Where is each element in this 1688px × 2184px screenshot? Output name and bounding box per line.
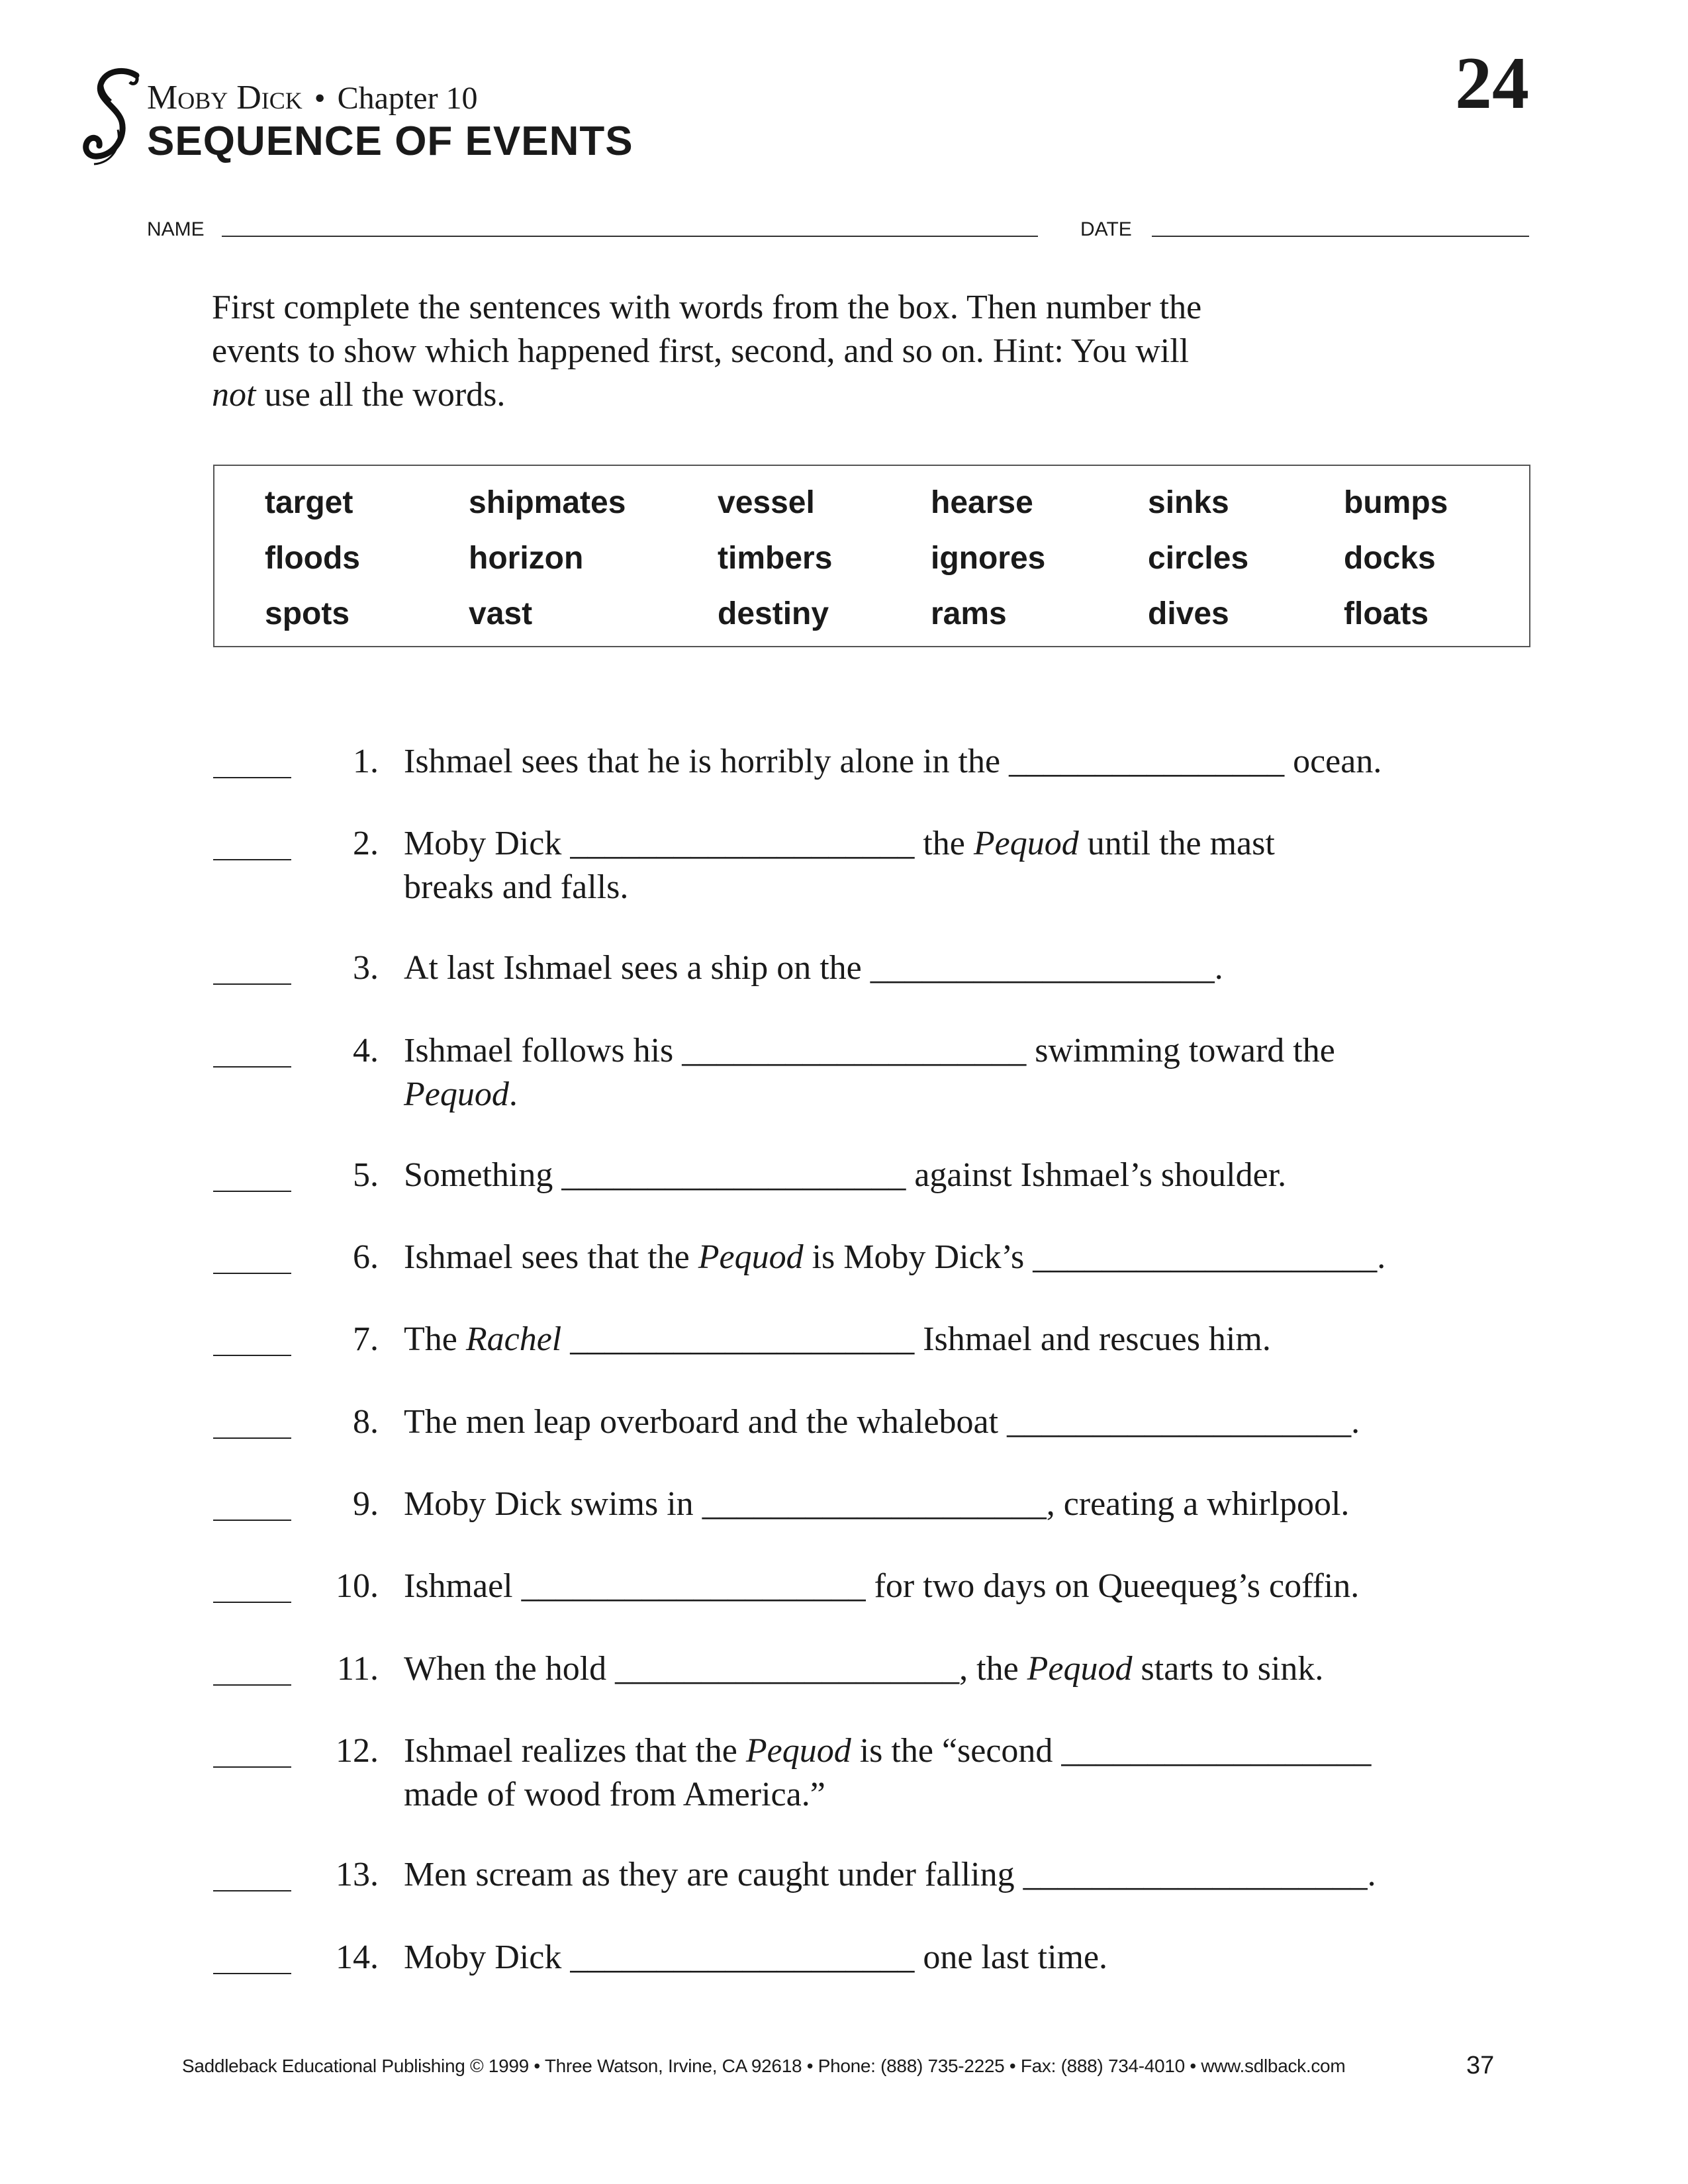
answer-blank[interactable]: ____________________: [561, 1156, 906, 1194]
question-number: 4.: [353, 1032, 379, 1069]
order-number-blank[interactable]: [213, 1355, 291, 1356]
question-row: [0, 1236, 1688, 1282]
instructions-text: use all the words.: [256, 376, 506, 414]
question-sentence: [404, 1236, 1542, 1279]
question-line: [404, 1853, 1542, 1897]
question-number: 3.: [353, 949, 379, 987]
question-text-part: Men scream as they are caught under falling: [404, 1856, 1023, 1893]
publisher-footer: Saddleback Educational Publishing © 1999 • Three Watson, Irvine, CA 92618 • Phone: (888) 735-2225 • Fax: (888) 734-4010 • www.sdlback.com: [182, 2056, 1346, 2076]
question-text-part: .: [1351, 1403, 1360, 1441]
question-text-part: Moby Dick: [404, 1938, 571, 1976]
ship-name: Pequod: [698, 1238, 804, 1276]
question-text-part: one last time.: [914, 1938, 1108, 1976]
word-box-item: spots: [265, 596, 350, 631]
word-box-item: docks: [1344, 541, 1436, 576]
question-row: [0, 1029, 1688, 1113]
word-box: [213, 465, 1530, 647]
question-line: [404, 1236, 1542, 1279]
word-box-item: timbers: [718, 541, 833, 576]
question-line: [404, 1565, 1542, 1608]
question-row: [0, 1647, 1688, 1694]
ship-name: Pequod: [404, 1075, 509, 1113]
question-line: [404, 1482, 1542, 1526]
date-label: DATE: [1080, 218, 1132, 240]
question-row: [0, 1400, 1688, 1447]
ship-name: Rachel: [465, 1320, 562, 1358]
instructions-line: [212, 373, 1417, 417]
word-box-item: circles: [1148, 541, 1249, 576]
order-number-blank[interactable]: [213, 1437, 291, 1439]
question-text-part: , the: [959, 1650, 1027, 1688]
question-line: [404, 946, 1542, 990]
question-text-part: .: [508, 1075, 518, 1113]
answer-blank[interactable]: ____________________: [682, 1032, 1027, 1069]
answer-blank[interactable]: ____________________: [521, 1567, 866, 1605]
question-text-part: When the hold: [404, 1650, 616, 1688]
word-box-item: sinks: [1148, 485, 1229, 520]
question-line: [404, 1318, 1542, 1361]
chapter-label: Chapter 10: [337, 81, 478, 116]
question-row: [0, 1482, 1688, 1529]
question-number: 11.: [336, 1650, 379, 1688]
question-sentence: [404, 1853, 1542, 1897]
question-text-part: ocean.: [1284, 743, 1382, 780]
question-sentence: [404, 1318, 1542, 1361]
word-box-item: hearse: [931, 485, 1033, 520]
book-chapter-line: [147, 78, 478, 117]
question-text-part: swimming toward the: [1026, 1032, 1335, 1069]
question-number: 12.: [336, 1732, 379, 1770]
question-sentence: [404, 822, 1542, 909]
question-row: [0, 946, 1688, 993]
question-number: 5.: [353, 1156, 379, 1194]
order-number-blank[interactable]: [213, 1973, 291, 1974]
question-text-part: Ishmael sees that he is horribly alone in the: [404, 743, 1009, 780]
question-text-part: against Ishmael’s shoulder.: [906, 1156, 1287, 1194]
question-text-part: made of wood from America.”: [404, 1776, 825, 1813]
question-row: [0, 740, 1688, 786]
question-text-part: The: [404, 1320, 466, 1358]
order-number-blank[interactable]: [213, 1273, 291, 1274]
answer-blank[interactable]: ____________________: [870, 949, 1215, 987]
question-sentence: [404, 1154, 1542, 1197]
word-box-item: bumps: [1344, 485, 1448, 520]
question-text-part: [561, 1320, 570, 1358]
ship-name: Pequod: [973, 825, 1079, 862]
order-number-blank[interactable]: [213, 859, 291, 860]
question-line: [404, 822, 1542, 866]
question-text-part: Ishmael follows his: [404, 1032, 682, 1069]
question-line: [404, 740, 1542, 784]
instructions-emphasis: not: [212, 376, 256, 414]
question-line: [404, 1936, 1542, 1979]
question-sentence: [404, 740, 1542, 784]
answer-blank[interactable]: ____________________: [570, 825, 915, 862]
question-row: [0, 1154, 1688, 1200]
word-grid: [214, 466, 1529, 646]
title-separator: •: [314, 81, 326, 116]
answer-blank[interactable]: ____________________: [570, 1320, 915, 1358]
question-text-part: Something: [404, 1156, 562, 1194]
question-sentence: [404, 1729, 1542, 1817]
word-box-item: floats: [1344, 596, 1429, 631]
question-number: 14.: [336, 1938, 379, 1976]
question-line: [404, 1154, 1542, 1197]
answer-blank[interactable]: ________________: [1009, 743, 1285, 780]
question-sentence: [404, 1565, 1542, 1608]
question-line: [404, 1073, 1542, 1116]
ship-name: Pequod: [745, 1732, 851, 1770]
book-title: Moby Dick: [147, 79, 303, 116]
question-text-part: The men leap overboard and the whaleboat: [404, 1403, 1008, 1441]
question-sentence: [404, 1647, 1542, 1691]
question-sentence: [404, 1482, 1542, 1526]
word-box-item: shipmates: [469, 485, 626, 520]
question-line: [404, 866, 1542, 909]
question-number: 7.: [353, 1320, 379, 1358]
name-label: NAME: [147, 218, 205, 240]
answer-blank[interactable]: ____________________: [615, 1650, 960, 1688]
question-text-part: Ishmael realizes that the: [404, 1732, 746, 1770]
saddleback-s-logo-icon: [78, 66, 151, 172]
question-sentence: [404, 946, 1542, 990]
word-box-item: floods: [265, 541, 360, 576]
instructions-line: First complete the sentences with words from the box. Then number the: [212, 289, 1202, 326]
word-box-item: vessel: [718, 485, 815, 520]
order-number-blank[interactable]: [213, 983, 291, 985]
answer-blank[interactable]: ____________________: [1023, 1856, 1368, 1893]
question-row: [0, 1318, 1688, 1364]
question-text-part: Moby Dick swims in: [404, 1485, 702, 1523]
question-row: [0, 1853, 1688, 1899]
question-row: [0, 1936, 1688, 1982]
worksheet-title: SEQUENCE OF EVENTS: [147, 118, 633, 164]
question-text-part: Moby Dick: [404, 825, 571, 862]
question-row: [0, 1565, 1688, 1611]
question-text-part: Ishmael sees that the: [404, 1238, 698, 1276]
question-number: 6.: [353, 1238, 379, 1276]
word-box-item: rams: [931, 596, 1007, 631]
question-text-part: .: [1367, 1856, 1376, 1893]
answer-blank[interactable]: ____________________: [1007, 1403, 1352, 1441]
question-sentence: [404, 1400, 1542, 1444]
question-line: [404, 1400, 1542, 1444]
question-text-part: for two days on Queequeg’s coffin.: [865, 1567, 1360, 1605]
question-line: [404, 1029, 1542, 1073]
instructions-line: events to show which happened first, second, and so on. Hint: You will: [212, 332, 1190, 370]
question-number: 8.: [353, 1403, 379, 1441]
question-number: 10.: [336, 1567, 379, 1605]
order-number-blank[interactable]: [213, 1890, 291, 1891]
question-row: [0, 1729, 1688, 1813]
question-text-part: is Moby Dick’s: [803, 1238, 1033, 1276]
word-box-item: destiny: [718, 596, 829, 631]
question-line: [404, 1729, 1542, 1773]
question-number: 2.: [353, 825, 379, 862]
name-line[interactable]: [222, 236, 1038, 237]
worksheet-number: 24: [1455, 42, 1529, 124]
instructions: [212, 286, 1417, 417]
question-sentence: [404, 1936, 1542, 1979]
answer-blank[interactable]: __________________: [1061, 1732, 1372, 1770]
question-row: [0, 822, 1688, 906]
question-text-part: Ishmael: [404, 1567, 522, 1605]
question-line: [404, 1773, 1542, 1817]
question-text-part: starts to sink.: [1132, 1650, 1324, 1688]
ship-name: Pequod: [1027, 1650, 1133, 1688]
order-number-blank[interactable]: [213, 1520, 291, 1521]
word-box-item: target: [265, 485, 353, 520]
date-line[interactable]: [1152, 236, 1529, 237]
question-text-part: is the “second: [851, 1732, 1062, 1770]
order-number-blank[interactable]: [213, 1684, 291, 1686]
question-line: [404, 1647, 1542, 1691]
question-number: 9.: [353, 1485, 379, 1523]
answer-blank[interactable]: ____________________: [1033, 1238, 1378, 1276]
question-text-part: .: [1214, 949, 1223, 987]
word-box-item: vast: [469, 596, 533, 631]
question-text-part: .: [1377, 1238, 1386, 1276]
question-text-part: until the mast: [1078, 825, 1275, 862]
question-text-part: breaks and falls.: [404, 868, 629, 906]
question-text-part: , creating a whirlpool.: [1046, 1485, 1350, 1523]
order-number-blank[interactable]: [213, 1191, 291, 1192]
question-number: 1.: [353, 743, 379, 780]
question-text-part: Ishmael and rescues him.: [914, 1320, 1271, 1358]
order-number-blank[interactable]: [213, 1602, 291, 1603]
word-box-item: ignores: [931, 541, 1046, 576]
question-sentence: [404, 1029, 1542, 1116]
question-number: 13.: [336, 1856, 379, 1893]
page-number: 37: [1466, 2052, 1495, 2079]
question-text-part: the: [914, 825, 974, 862]
order-number-blank[interactable]: [213, 1066, 291, 1068]
word-box-item: dives: [1148, 596, 1229, 631]
answer-blank[interactable]: ____________________: [702, 1485, 1047, 1523]
order-number-blank[interactable]: [213, 777, 291, 778]
order-number-blank[interactable]: [213, 1766, 291, 1768]
question-text-part: At last Ishmael sees a ship on the: [404, 949, 870, 987]
answer-blank[interactable]: ____________________: [570, 1938, 915, 1976]
word-box-item: horizon: [469, 541, 584, 576]
